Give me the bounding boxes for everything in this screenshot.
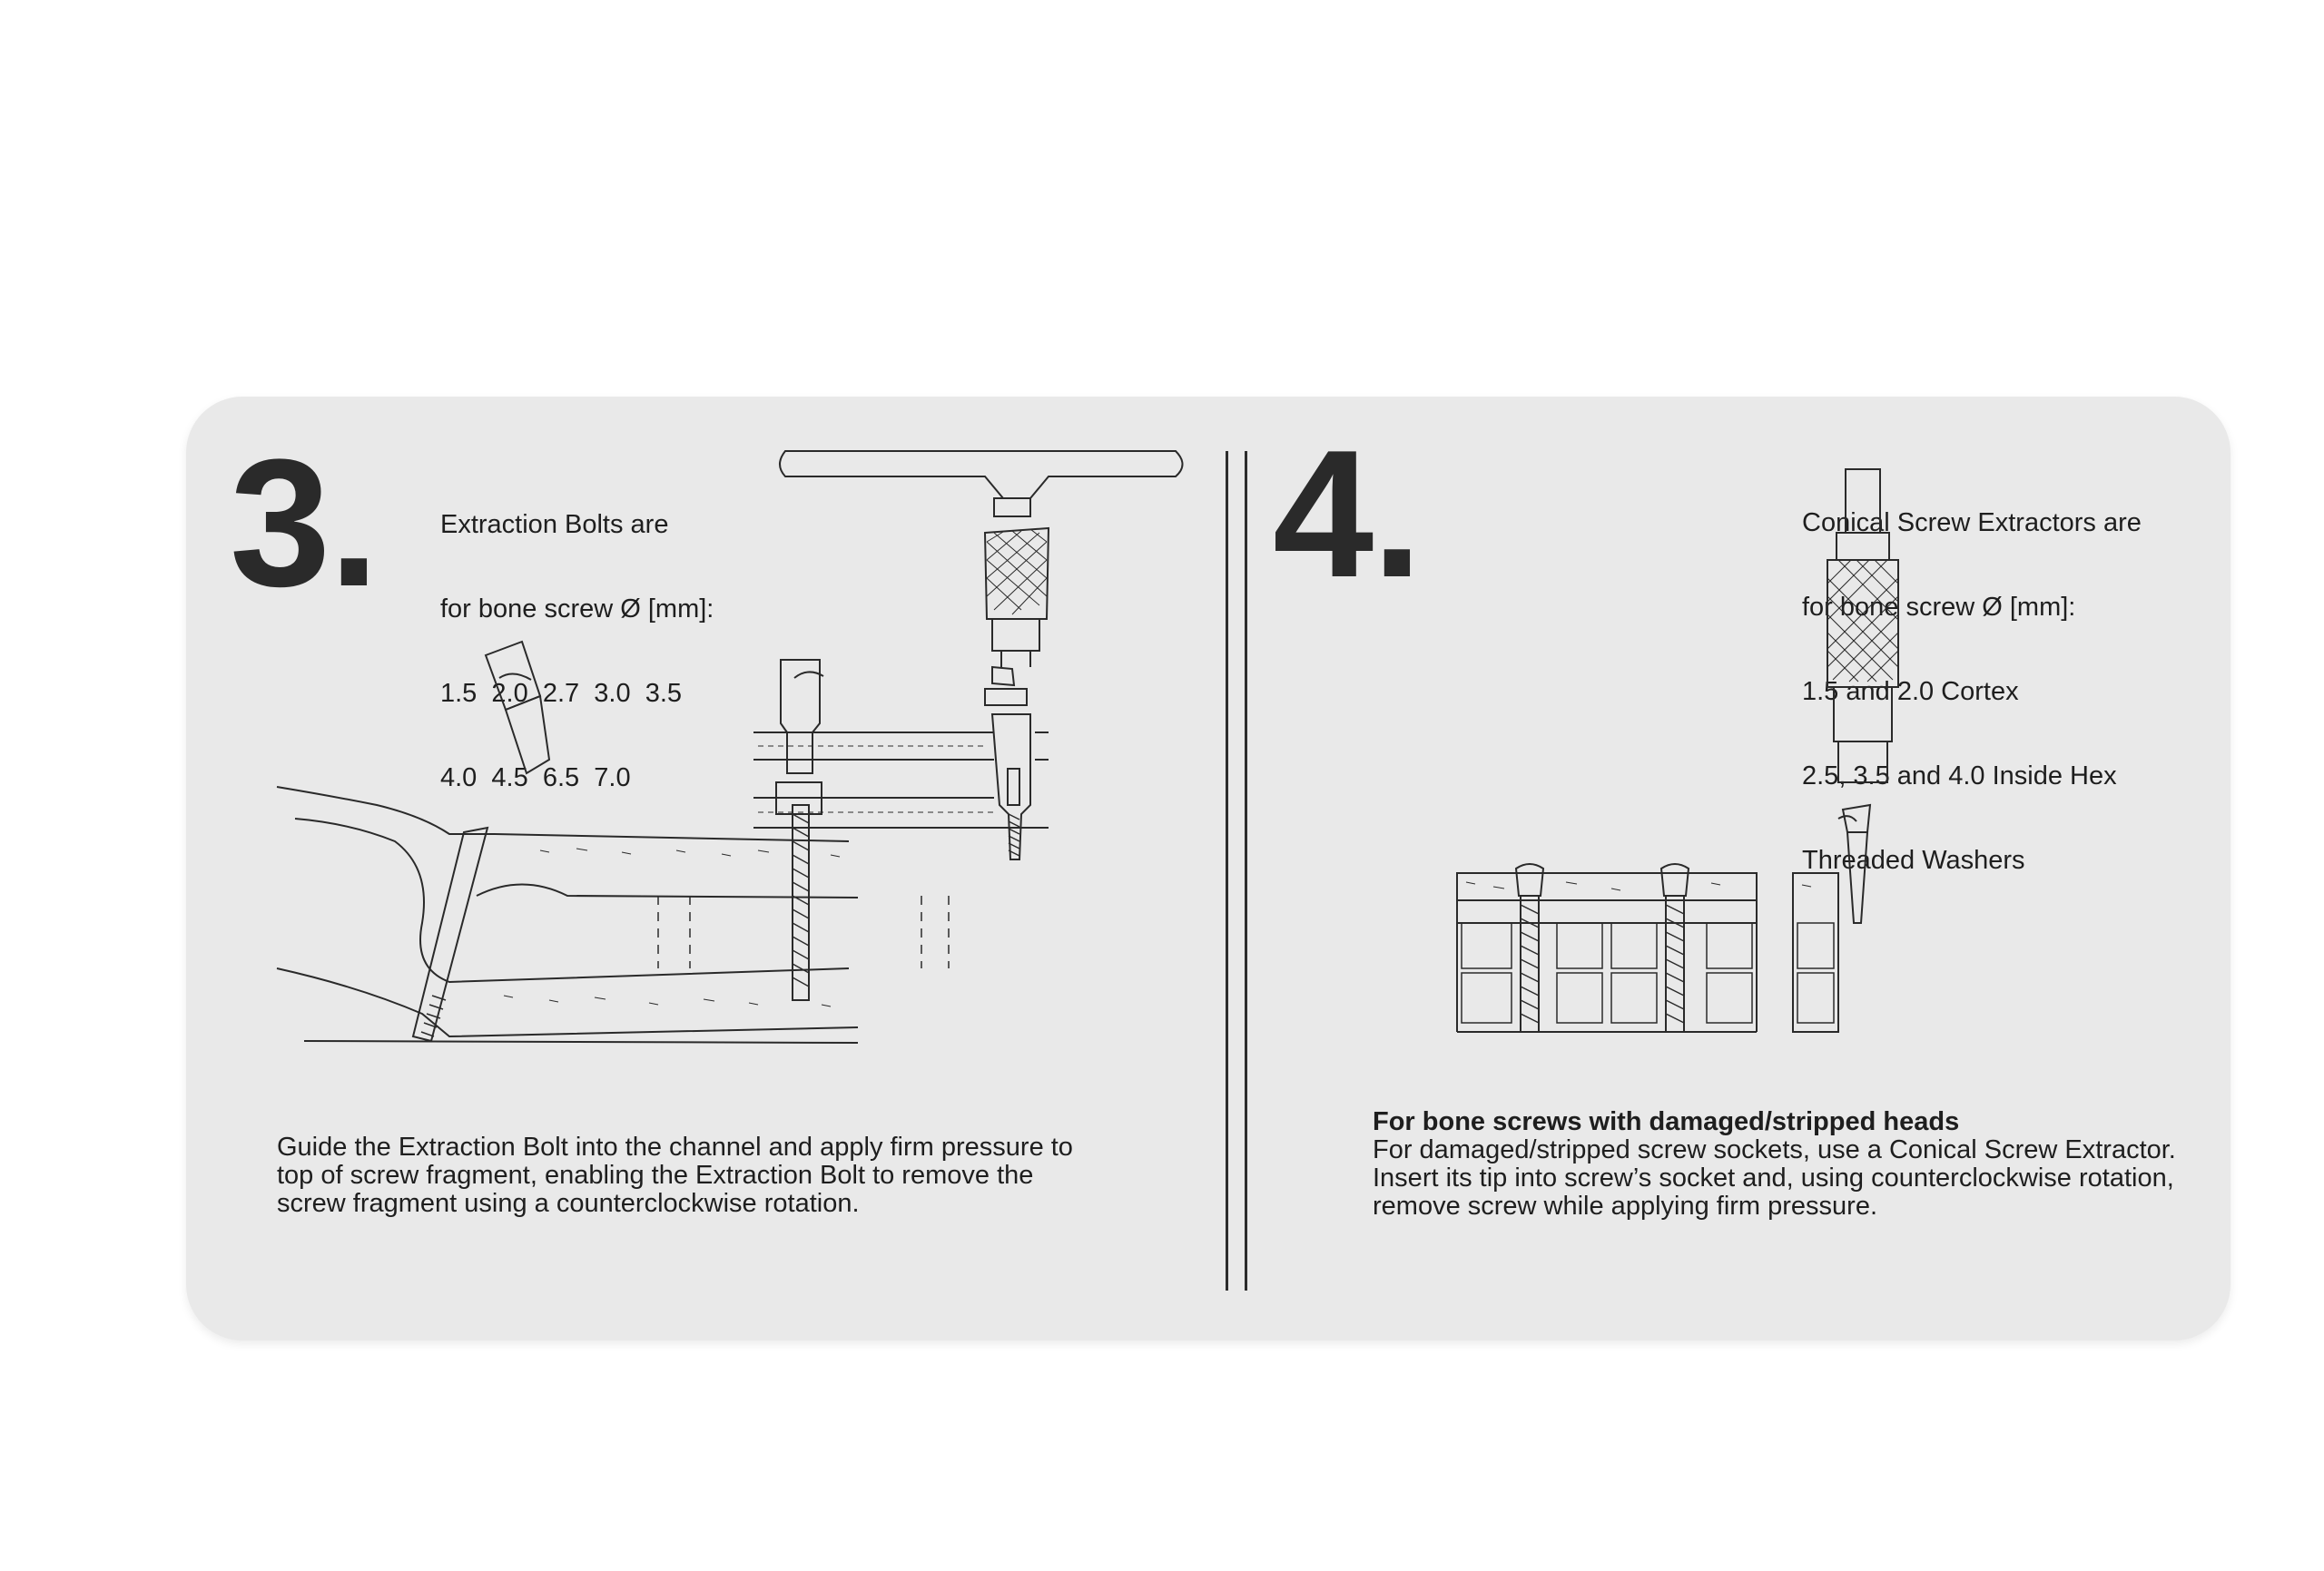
step-4-info-line: for bone screw Ø [mm]: xyxy=(1802,593,2076,622)
instruction-card xyxy=(186,397,2230,1340)
step-3-info-line: 1.5 2.0 2.7 3.0 3.5 xyxy=(440,679,683,708)
conical-extractor-illustration xyxy=(1457,469,1929,1059)
step-4-caption-block xyxy=(1373,1108,2190,1221)
step-4-info-line: Threaded Washers xyxy=(1802,846,2025,875)
divider-line-right xyxy=(1245,451,1247,1291)
step-4-caption-title: For bone screws with damaged/stripped heads xyxy=(1373,1107,1960,1136)
divider-line-left xyxy=(1226,451,1228,1291)
step-4-info-line: 1.5 and 2.0 Cortex xyxy=(1802,677,2019,706)
step-4-info-line: Conical Screw Extractors are xyxy=(1802,508,2142,537)
step-3-info-line: for bone screw Ø [mm]: xyxy=(440,594,714,623)
step-4-info-line: 2.5, 3.5 and 4.0 Inside Hex xyxy=(1802,761,2117,790)
step-4-number: 4. xyxy=(1273,413,1421,615)
step-3-caption: Guide the Extraction Bolt into the channel and apply firm pressure to top of screw fragment, enabling the Extraction Bolt to remove the screw fragment using a counterclockwise rotation. xyxy=(277,1133,1073,1218)
step-3-info-line: 4.0 4.5 6.5 7.0 xyxy=(440,763,631,792)
step-3-number: 3. xyxy=(230,422,378,624)
step-3-info-line: Extraction Bolts are xyxy=(440,510,669,539)
bone-extraction-illustration xyxy=(268,623,1049,1059)
step-4-caption: For damaged/stripped screw sockets, use a Conical Screw Extractor. Insert its tip into screw’s socket and, using counterclockwise rotation, remove screw while applying firm pressure. xyxy=(1373,1135,2176,1221)
